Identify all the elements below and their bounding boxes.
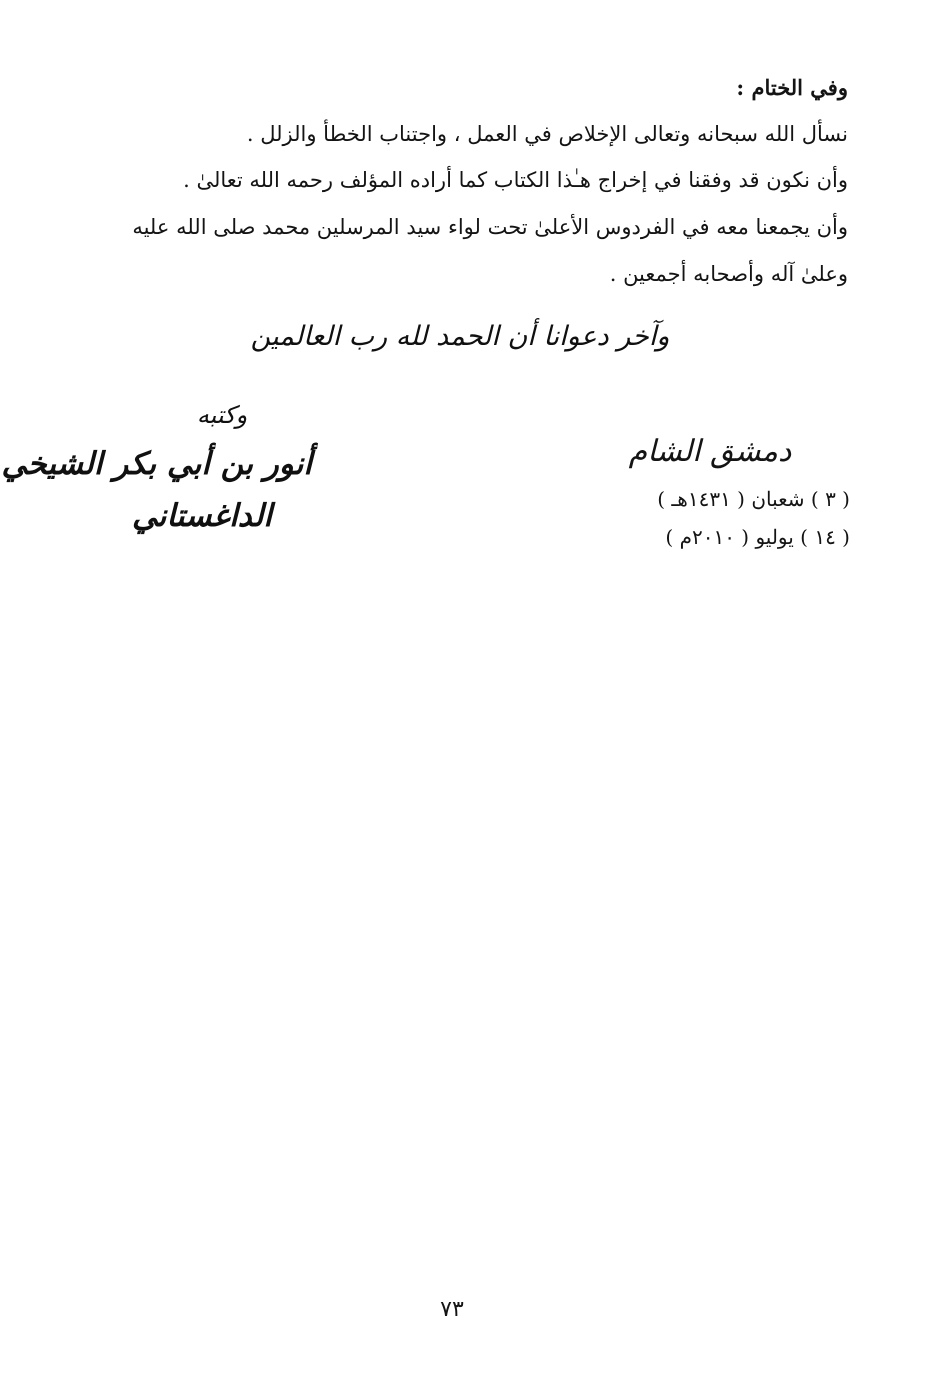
- place-date-block: [590, 424, 850, 556]
- paragraph-line: وأن نكون قد وفقنا في إخراج هـٰذا الكتاب كما أراده المؤلف رحمه الله تعالىٰ .: [183, 168, 848, 192]
- signature-name: أنور بن أبي بكر الشيخي: [1, 446, 312, 482]
- page-number: ٧٣: [440, 1297, 464, 1322]
- place-name: دمشق الشام: [628, 434, 792, 469]
- paragraph-line: وعلىٰ آله وأصحابه أجمعين .: [609, 262, 848, 286]
- gregorian-date: ( ١٤ ) يوليو ( ٢٠١٠م ): [665, 525, 850, 549]
- paragraph-line: وأن يجمعنا معه في الفردوس الأعلىٰ تحت لواء سيد المرسلين محمد صلى الله عليه: [132, 215, 848, 239]
- hijri-date: ( ٣ ) شعبان ( ١٤٣١هـ ): [657, 487, 850, 511]
- author-signature: [1, 392, 312, 542]
- closing-heading: وفي الختام :: [736, 75, 848, 100]
- signature-label: وكتبه: [196, 401, 248, 429]
- signature-name-second-line: الداغستاني: [131, 498, 273, 534]
- paragraph-line: نسأل الله سبحانه وتعالى الإخلاص في العمل ، واجتناب الخطأ والزلل .: [246, 122, 848, 146]
- closing-prayer: وآخر دعوانا أن الحمد لله رب العالمين: [250, 321, 670, 352]
